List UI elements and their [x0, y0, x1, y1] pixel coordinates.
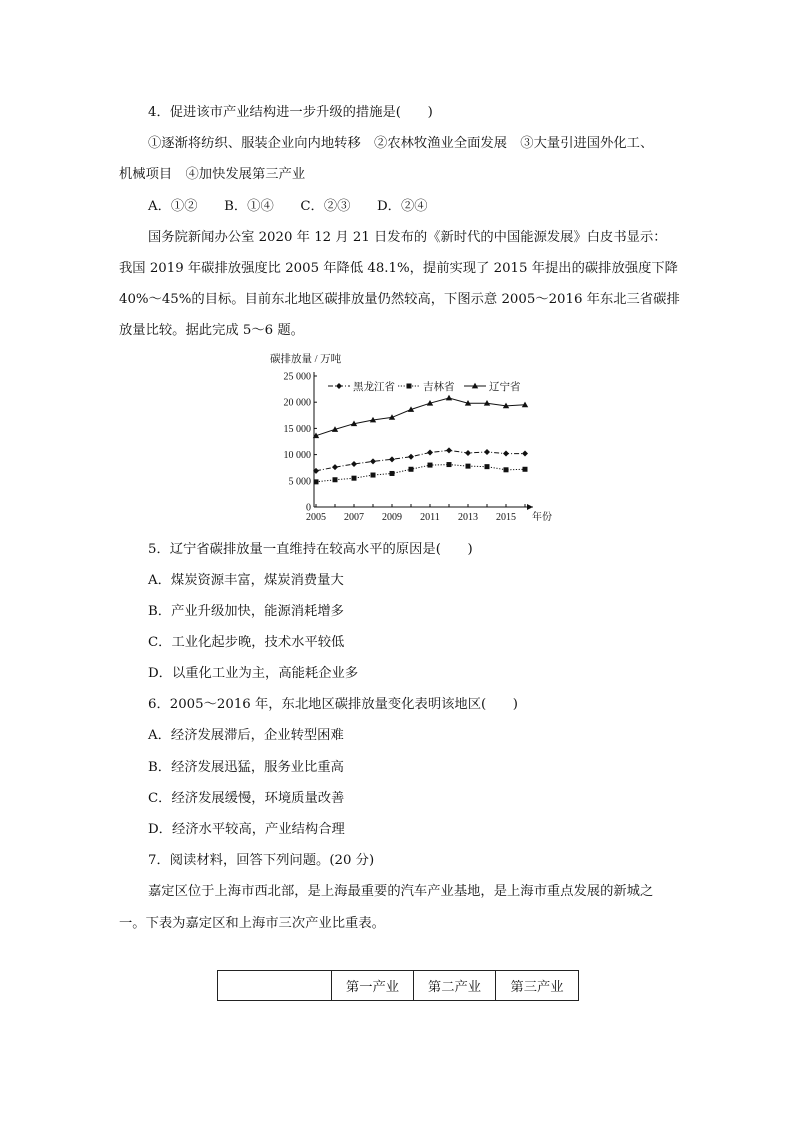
- data-point: [389, 456, 395, 462]
- question-5-option-a: A．煤炭资源丰富，煤炭消费量大: [148, 573, 344, 588]
- industry-share-table: [217, 970, 579, 1001]
- data-point: [446, 395, 452, 401]
- x-axis-arrow: [527, 504, 533, 510]
- question-4-option-line-2: 机械项目 ④加快发展第三产业: [119, 167, 306, 182]
- data-point: [466, 464, 471, 469]
- legend-label: 吉林省: [423, 382, 455, 393]
- x-tick-label: 2013: [458, 512, 478, 523]
- question-4-stem: 4．促进该市产业结构进一步升级的措施是( ): [148, 105, 433, 120]
- question-7-material-line-2: 一。下表为嘉定区和上海市三次产业比重表。: [119, 916, 385, 931]
- question-6-option-a: A．经济发展滞后，企业转型困难: [148, 728, 344, 743]
- question-5-stem: 5．辽宁省碳排放量一直维持在较高水平的原因是( ): [148, 542, 473, 557]
- data-point: [446, 447, 452, 453]
- data-point: [523, 467, 528, 472]
- question-5-option-d: D．以重化工业为主，高能耗企业多: [148, 666, 359, 681]
- x-tick-label: 2005: [306, 512, 326, 523]
- table-header-cell: 第一产业: [332, 971, 414, 1001]
- data-point: [522, 402, 528, 408]
- data-point: [428, 463, 433, 468]
- y-tick-label: 20 000: [283, 397, 311, 409]
- question-5-option-b: B．产业升级加快，能源消耗增多: [148, 604, 344, 619]
- x-tick-label: 2009: [382, 512, 402, 523]
- table-header-cell: [218, 971, 332, 1001]
- question-6-option-c: C．经济发展缓慢，环境质量改善: [148, 791, 345, 806]
- data-point: [503, 451, 509, 457]
- data-point: [409, 467, 414, 472]
- question-5-option-c: C．工业化起步晚，技术水平较低: [148, 635, 345, 650]
- material-line-4: 放量比较。据此完成 5～6 题。: [119, 323, 304, 338]
- chart-series: [313, 395, 528, 485]
- data-point: [408, 454, 414, 460]
- x-tick-label: 2011: [420, 512, 440, 523]
- question-4-option-line-1: ①逐渐将纺织、服装企业向内地转移 ②农林牧渔业全面发展 ③大量引进国外化工、: [148, 136, 654, 151]
- legend-marker: [336, 383, 342, 389]
- question-6-stem: 6．2005～2016 年，东北地区碳排放量变化表明该地区( ): [148, 697, 518, 712]
- y-tick-label: 15 000: [283, 423, 311, 435]
- x-axis-label: 年份: [532, 512, 552, 523]
- x-tick-label: 2007: [344, 512, 364, 523]
- data-point: [333, 477, 338, 482]
- question-7-material-line-1: 嘉定区位于上海市西北部，是上海最重要的汽车产业基地，是上海市重点发展的新城之: [148, 884, 654, 899]
- data-point: [370, 458, 376, 464]
- question-6-option-d: D．经济水平较高，产业结构合理: [148, 822, 345, 837]
- series-line: [316, 465, 525, 482]
- data-point: [314, 479, 319, 484]
- carbon-emission-line-chart: [268, 348, 558, 526]
- material-line-1: 国务院新闻办公室 2020 年 12 月 21 日发布的《新时代的中国能源发展》白皮书显示：: [148, 230, 667, 245]
- chart-legend: [328, 380, 521, 393]
- data-point: [484, 449, 490, 455]
- data-point: [465, 450, 471, 456]
- chart-tick-labels: [284, 372, 553, 524]
- material-line-3: 40%～45%的目标。目前东北地区碳排放量仍然较高，下图示意 2005～2016 年东北三省碳排: [119, 292, 680, 307]
- y-tick-label: 0: [306, 502, 311, 514]
- table-header-row: [218, 971, 579, 1001]
- data-point: [390, 471, 395, 476]
- y-tick-label: 10 000: [283, 450, 311, 462]
- legend-label: 辽宁省: [489, 382, 521, 393]
- data-point: [485, 464, 490, 469]
- question-6-option-b: B．经济发展迅猛，服务业比重高: [148, 760, 344, 775]
- chart-y-axis-label: 碳排放量 / 万吨: [270, 354, 342, 365]
- question-4-answers: A．①② B．①④ C．②③ D．②④: [148, 199, 428, 214]
- data-point: [522, 451, 528, 457]
- data-point: [371, 473, 376, 478]
- data-point: [504, 467, 509, 472]
- data-point: [351, 461, 357, 467]
- question-7-stem: 7．阅读材料，回答下列问题。(20 分): [148, 853, 375, 868]
- material-line-2: 我国 2019 年碳排放强度比 2005 年降低 48.1%，提前实现了 2015 年提出的碳排放强度下降: [119, 261, 678, 276]
- legend-label: 黑龙江省: [353, 382, 395, 393]
- table-header-cell: 第三产业: [496, 971, 579, 1001]
- data-point: [332, 464, 338, 470]
- data-point: [447, 462, 452, 467]
- series-line: [316, 398, 525, 436]
- y-tick-label: 25 000: [283, 371, 311, 383]
- x-tick-label: 2015: [496, 512, 516, 523]
- legend-marker: [407, 384, 412, 389]
- data-point: [352, 476, 357, 481]
- y-tick-label: 5 000: [288, 476, 311, 488]
- table-header-cell: 第二产业: [414, 971, 496, 1001]
- data-point: [427, 450, 433, 456]
